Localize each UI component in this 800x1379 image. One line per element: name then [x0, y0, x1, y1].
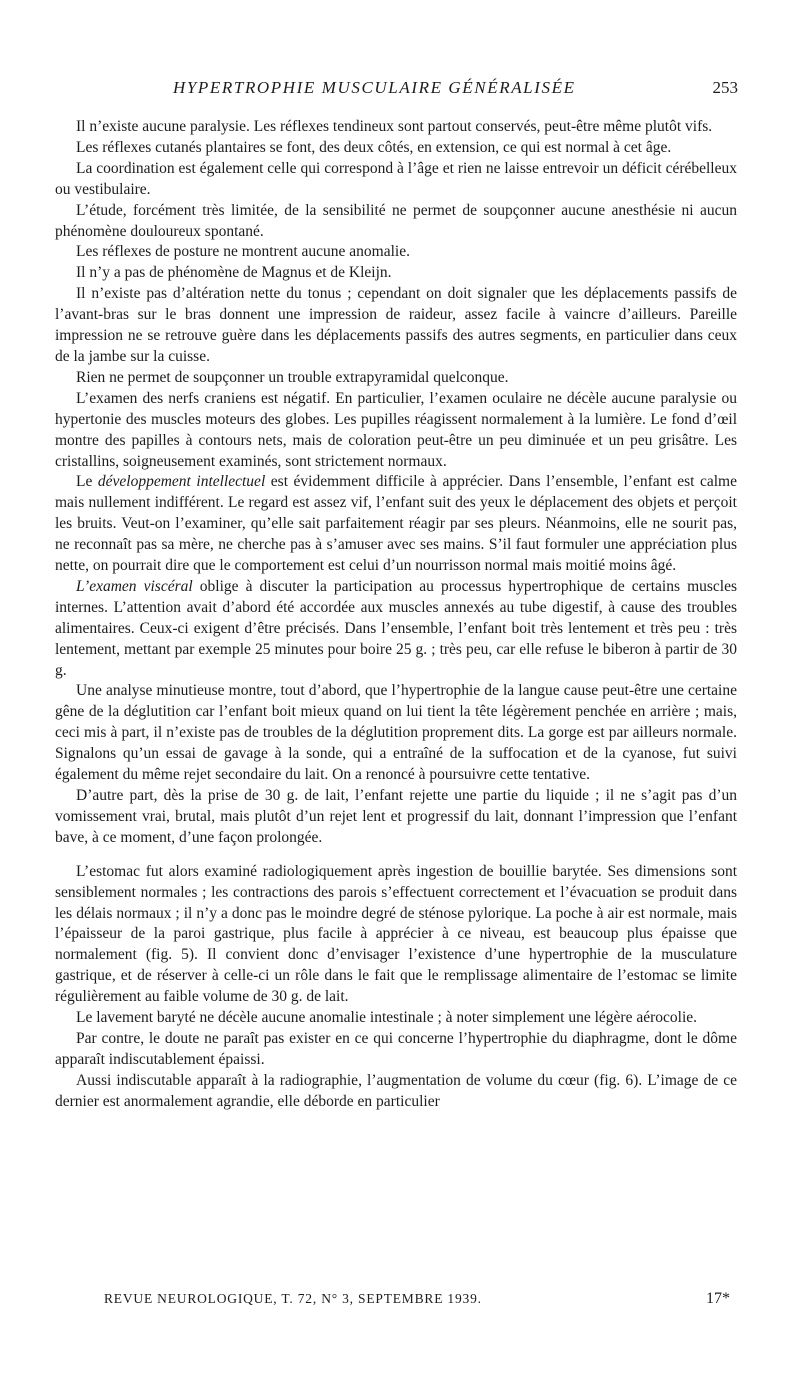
paragraph-developpement	[55, 472, 737, 577]
paragraph-extrapyramidal: Rien ne permet de soupçonner un trouble extrapyramidal quelconque.	[76, 368, 509, 386]
paragraph-examen-visceral	[55, 577, 737, 682]
page-number: 253	[712, 78, 738, 97]
paragraph-reflexes-posture: Les réflexes de posture ne montrent aucune anomalie.	[76, 243, 410, 261]
paragraph-sensibilite: L’étude, forcément très limitée, de la sensibilité ne permet de soupçonner aucune anesthésie ni aucun phénomène douloureux spontané.	[55, 201, 737, 240]
running-title: HYPERTROPHIE MUSCULAIRE GÉNÉRALISÉE	[173, 78, 576, 97]
running-head	[0, 78, 800, 102]
paragraph-paralysie: Il n’existe aucune paralysie. Les réflexes tendineux sont partout conservés, peut-être même plutôt vifs.	[76, 118, 713, 135]
paragraph-diaphragme: Par contre, le doute ne paraît pas exister en ce qui concerne l’hypertrophie du diaphragme, dont le dôme apparaît indiscutablement épaissi.	[55, 1029, 737, 1068]
paragraph-reflexes-cutanes: Les réflexes cutanés plantaires se font, des deux côtés, en extension, ce qui est normal à cet âge.	[76, 138, 672, 156]
section-emphasis: développement intellectuel	[97, 473, 266, 491]
paragraph-lavement: Le lavement baryté ne décèle aucune anomalie intestinale ; à noter simplement une légère aérocolie.	[76, 1009, 697, 1027]
paragraph-coordination: La coordination est également celle qui correspond à l’âge et rien ne laisse entrevoir un déficit cérébelleux ou vestibulaire.	[55, 159, 737, 198]
signature-mark: 17*	[706, 1290, 730, 1307]
paragraph-estomac: L’estomac fut alors examiné radiologiquement après ingestion de bouillie barytée. Ses dimensions sont sensiblement normales ; les contractions des parois s’effectuent correctement et l’évacuation se produit dans les délais normaux ; il n’y a donc pas le moindre degré de sténose pylorique. La poche à air est normale, mais l’épaisseur de la paroi gastrique, plus facile à apprécier à ce niveau, est beaucoup plus épaisse que normalement (fig. 5). Il convient donc d’envisager l’existence d’une hypertrophie de la musculature gastrique, et de réserver à celle-ci un rôle dans le fait que le remplissage alimentaire de l’estomac se limite régulièrement au faible volume de 30 g. de lait.	[55, 862, 737, 1006]
journal-citation: REVUE NEUROLOGIQUE, T. 72, N° 3, SEPTEMBRE 1939.	[104, 1291, 482, 1306]
paragraph-rest: oblige à discuter la participation au processus hypertrophique de certains muscles internes. L’attention avait d’abord été accordée aux muscles annexés au tube digestif, à cause des troubles alimentaires. Ceux-ci exigent d’être précisés. Dans l’ensemble, l’enfant boit très lentement et très peu : très lentement, mettant par exemple 25 minutes pour boire 25 g. ; très peu, car elle refuse le biberon à partir de 30 g.	[55, 577, 738, 679]
paragraph-nerfs-craniens: L’examen des nerfs craniens est négatif. En particulier, l’examen oculaire ne décèle aucune paralysie ou hypertonie des muscles moteurs des globes. Les pupilles réagissent normalement à la lumière. Le fond d’œil montre des papilles à contours nets, mais de coloration peut-être un peu diminuée et un peu grisâtre. Les cristallins, soigneusement examinés, sont strictement normaux.	[55, 389, 737, 470]
section-emphasis: L’examen viscéral	[76, 577, 193, 595]
paragraph-rejet-lait: D’autre part, dès la prise de 30 g. de lait, l’enfant rejette une partie du liquide ; il ne s’agit pas d’un vomissement vrai, brutal, mais plutôt d’un rejet lent et progressif du lait, donnant l’impression que l’enfant bave, à ce moment, d’une façon prolongée.	[55, 787, 737, 846]
paragraph-coeur: Aussi indiscutable apparaît à la radiographie, l’augmentation de volume du cœur (fig. 6). L’image de ce dernier est anormalement agrandie, elle déborde en particulier	[55, 1071, 737, 1110]
paragraph-lead: Le	[76, 473, 98, 491]
page-footer	[0, 1291, 800, 1313]
body-text	[55, 117, 737, 1113]
paragraph-tonus: Il n’existe pas d’altération nette du tonus ; cependant on doit signaler que les déplacements passifs de l’avant-bras sur le bras donnent une impression de raideur, assez facile à vaincre d’ailleurs. Pareille impression ne se retrouve guère dans les déplacements passifs des autres segments, en particulier dans ceux de la jambe sur la cuisse.	[55, 285, 737, 365]
paragraph-rest: est évidemment difficile à apprécier. Dans l’ensemble, l’enfant est calme mais nullement indifférent. Le regard est assez vif, l’enfant suit des yeux le déplacement des objets et perçoit les bruits. Veut-on l’examiner, qu’elle sait parfaitement réagir par ses pleurs. Néanmoins, elle ne sourit pas, ne reconnaît pas sa mère, ne cherche pas à s’amuser avec ses mains. S’il faut formuler une appréciation plus nette, on pourrait dire que le comportement est celui d’un nourrisson normal mais moitié moins âgé.	[55, 473, 737, 575]
paragraph-magnus-kleijn: Il n’y a pas de phénomène de Magnus et de Kleijn.	[76, 264, 392, 282]
paragraph-deglutition: Une analyse minutieuse montre, tout d’abord, que l’hypertrophie de la langue cause peut-être une certaine gêne de la déglutition car l’enfant boit mieux quand on lui tient la tête légèrement penchée en arrière ; mais, ceci mis à part, il n’existe pas de troubles de la déglutition proprement dits. La gorge est par ailleurs normale. Signalons qu’un essai de gavage à la sonde, qui a entraîné de la suffocation et de la cyanose, fut suivi également du même rejet secondaire du lait. On a renoncé à poursuivre cette tentative.	[55, 682, 737, 784]
